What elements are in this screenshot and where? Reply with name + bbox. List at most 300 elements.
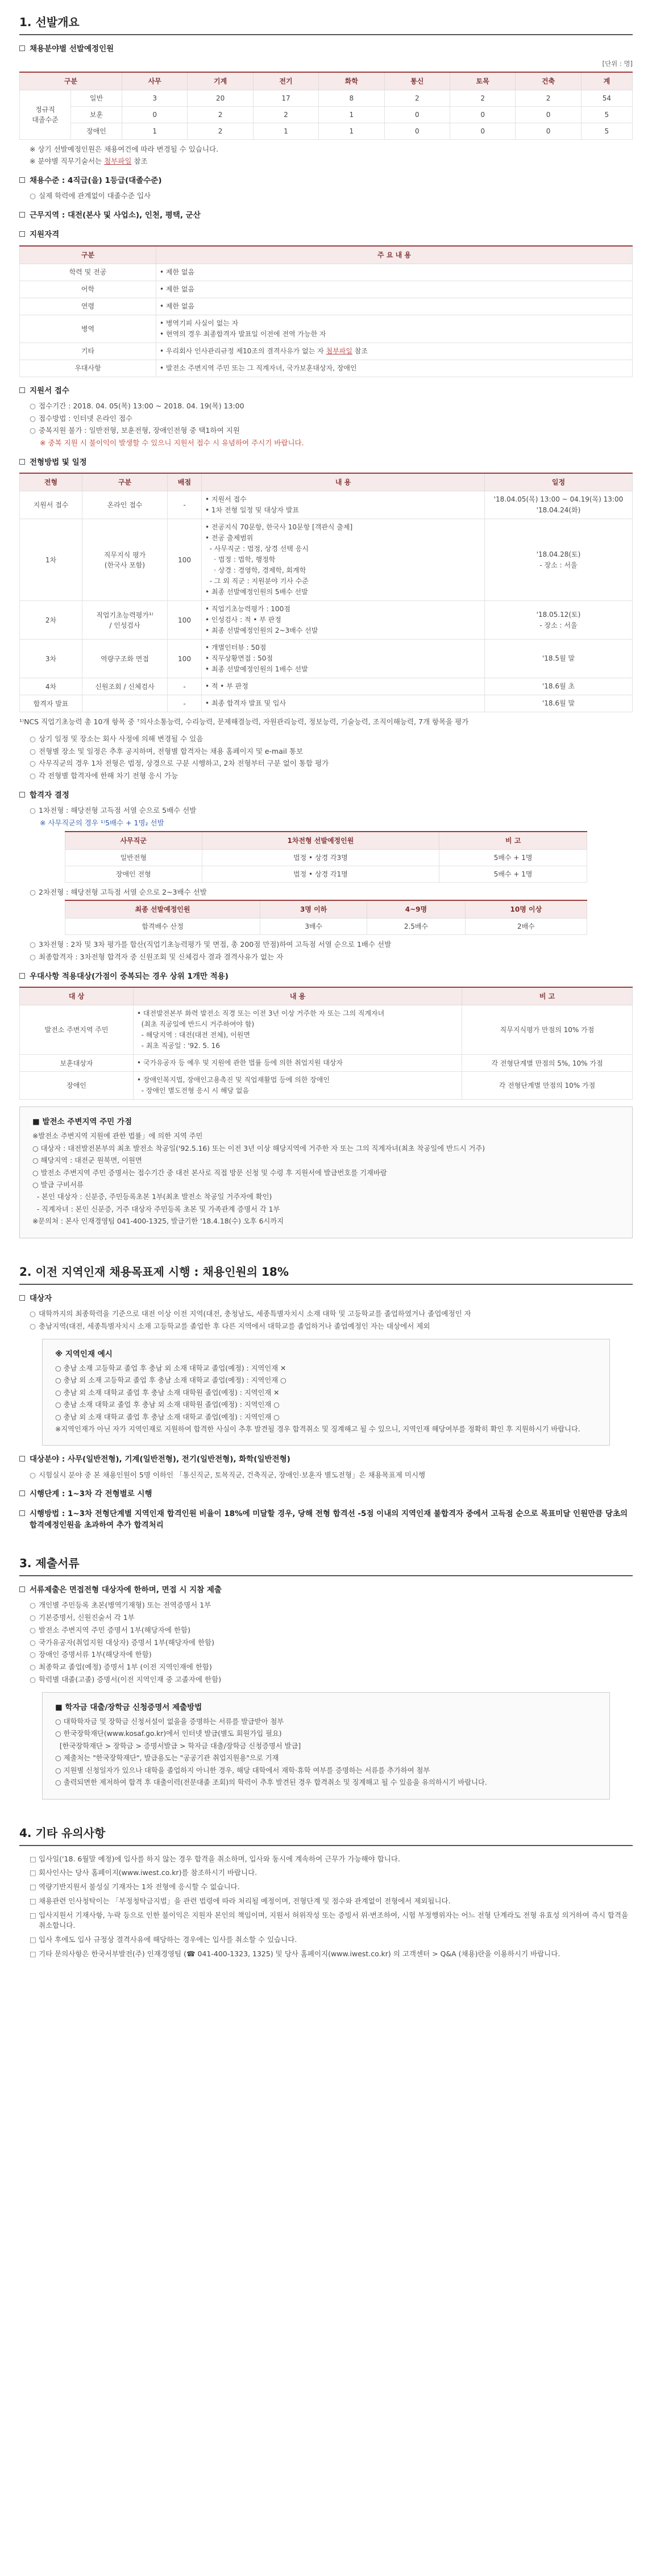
decision-third: ○ 3차전형 : 2차 및 3차 평가를 합산(직업기초능력평가 및 면접, 총 200점 만점)하여 고득점 서열 순으로 1배수 선발 — [30, 940, 392, 949]
plan-table — [19, 72, 633, 140]
notice-item — [30, 1868, 633, 1878]
pref-target: 장애인 — [20, 1072, 134, 1100]
table-row — [20, 360, 633, 377]
plan-cell: 17 — [253, 90, 318, 106]
pref-target: 발전소 주변지역 주민 — [20, 1005, 134, 1055]
decision-table-1 — [65, 831, 587, 883]
decision-second: ○ 2차전형 : 해당전형 고득점 서열 순으로 2~3배수 선발 — [30, 887, 207, 896]
plan-header: 계 — [581, 72, 632, 90]
decision-cell: 5배수 + 1명 — [439, 866, 587, 882]
circle-bullet-icon: ○ — [30, 1638, 36, 1647]
process-date — [485, 695, 633, 712]
box-line: [한국장학재단 > 장학금 > 증명서발급 > 학자금 대출/장학금 신청증명서 발급] — [55, 1742, 301, 1750]
docs-heading: 서류제출은 면접전형 대상자에 한하며, 면접 시 지참 제출 — [19, 1584, 633, 1596]
process-line: • 최종 선발예정인원의 2~3배수 선발 — [205, 627, 318, 634]
notice-item — [30, 1935, 633, 1945]
process-line: • 지원서 접수 — [205, 495, 247, 503]
box-line: ※발전소 주변지역 지원에 관한 법률」에 의한 지역 주민 — [32, 1132, 203, 1141]
pref-header-content: 내 용 — [134, 987, 462, 1005]
process-note — [30, 771, 633, 782]
table-row — [20, 640, 633, 678]
checkbox-square-icon — [19, 1295, 25, 1301]
pref-note: 직무지식평가 만점의 10% 가점 — [462, 1005, 633, 1055]
process-stage: 1차 — [20, 519, 82, 601]
process-date-line: - 장소 : 서울 — [539, 621, 578, 629]
plan-row-label: 일반 — [71, 90, 122, 106]
qual-line: • 발전소 주변지역 주민 또는 그 직계자녀, 국가보훈대상자, 장애인 — [160, 364, 357, 372]
document-item-text: 최종학교 졸업(예정) 증명서 1부 (이전 지역인재에 한함) — [39, 1663, 212, 1672]
table-row — [20, 123, 633, 139]
target-item: ○ 충남지역(대전, 세종특별자치시 소재 고등학교를 졸업한 후 다른 지역에서 대학교를 졸업하거나 졸업예정인 자는 대상에서 제외 — [30, 1321, 430, 1330]
process-content — [202, 601, 485, 640]
process-type: 온라인 접수 — [82, 491, 168, 519]
plan-unit: [단위 : 명] — [602, 60, 633, 68]
process-line: • 1차 전형 일정 및 대상자 발표 — [205, 506, 300, 514]
process-stage: 지원서 접수 — [20, 491, 82, 519]
decision-header: 10명 이상 — [465, 900, 587, 918]
process-line: • 전공 출제범위 — [205, 534, 254, 542]
plan-cell: 8 — [319, 90, 384, 106]
process-note — [30, 734, 633, 745]
document-item — [30, 1662, 633, 1673]
process-table — [19, 473, 633, 712]
process-header: 일정 — [485, 473, 633, 491]
process-line: • 직업기초능력평가 : 100점 — [205, 605, 290, 613]
table-row — [20, 343, 633, 360]
process-footnote: ¹⁾NCS 직업기초능력 총 10개 항목 중 ⁷의사소통능력, 수리능력, 문제해결능력, 자원관리능력, 정보능력, 기술능력, 조직이해능력, 7개 항목을 평가 — [19, 717, 469, 726]
table-row — [20, 695, 633, 712]
plan-cell: 1 — [122, 123, 188, 139]
process-note-text: 각 전형별 합격자에 한해 차기 전형 응시 가능 — [39, 771, 178, 780]
qual-category: 우대사항 — [20, 360, 156, 377]
box-line: ○ 충남 외 소재 대학교 졸업 후 충남 소재 대학원 졸업(예정) : 지역인재 ✕ — [55, 1388, 280, 1397]
notice-item-text: 채용관련 인사청탁이는 「부정청탁금지법」을 관련 법령에 따라 처리될 예정이며, 전형단계 및 점수와 관계없이 전형에서 제외됩니다. — [39, 1896, 451, 1905]
notice-item — [30, 1910, 633, 1932]
process-score: 100 — [168, 640, 202, 678]
process-date-line: '18.04.24(화) — [536, 506, 581, 514]
loan-certificate-title: ■ 학자금 대출/장학금 신청증명서 제출방법 — [55, 1702, 202, 1712]
process-header: 전형 — [20, 473, 82, 491]
table-row — [20, 106, 633, 123]
apply-item: ○ 접수기간 : 2018. 04. 05(목) 13:00 ~ 2018. 04. 19(목) 13:00 — [30, 401, 244, 410]
circle-bullet-icon: ○ — [30, 771, 36, 780]
plan-cell: 54 — [581, 90, 632, 106]
decision-cell: 법정 • 상경 각1명 — [202, 866, 439, 882]
qual-category: 기타 — [20, 343, 156, 360]
process-date — [485, 678, 633, 695]
table-row — [20, 90, 633, 106]
notice-item-text: 회사인사는 당사 홈페이지(www.iwest.co.kr)를 참조하시기 바랍니다. — [39, 1868, 258, 1877]
checkbox-square-icon — [19, 212, 25, 218]
plan-cell: 20 — [188, 90, 253, 106]
pref-line: • 대전발전본부 화력 발전소 직경 또는 이전 3년 이상 거주한 자 또는 그의 직계자녀 — [137, 1009, 385, 1017]
process-line: • 최종 선발예정인원의 1배수 선발 — [205, 665, 308, 673]
checkbox-square-icon — [19, 973, 25, 979]
location-heading: 근무지역 : 대전(본사 및 사업소), 인천, 평택, 군산 — [19, 210, 633, 221]
document-item-text: 기본증명서, 신원진술서 각 1부 — [39, 1613, 135, 1622]
table-row — [20, 298, 633, 315]
pref-line: • 국가유공자 등 예우 및 지원에 관한 법률 등에 의한 취업지원 대상자 — [137, 1059, 343, 1067]
process-line: • 인성검사 : 적 • 부 판정 — [205, 616, 281, 624]
plan-cell: 0 — [122, 106, 188, 123]
pref-heading: 우대사항 적용대상(가점이 중복되는 경우 상위 1개만 적용) — [19, 971, 633, 982]
plan-group-label: 정규직 대졸수준 — [20, 90, 71, 139]
plan-cell: 2 — [384, 90, 450, 106]
process-line: • 적 • 부 판정 — [205, 682, 248, 690]
table-row — [20, 678, 633, 695]
plan-cell: 5 — [581, 123, 632, 139]
table-row — [20, 281, 633, 298]
process-type: 신원조회 / 신체검사 — [82, 678, 168, 695]
box-line: ※지역인재가 아닌 자가 지역인재로 지원하여 합격한 사실이 추후 발견될 경우 합격취소 및 징계해고 될 수 있으니, 지역인재 해당여부를 정확히 확인 후 지원하시기 바랍니다. — [55, 1425, 580, 1433]
process-line: • 개별인터뷰 : 50점 — [205, 644, 267, 652]
box-line: ※문의처 : 본사 인재경영팀 041-400-1325, 발급기한 '18.4.18(수) 오후 6시까지 — [32, 1217, 284, 1226]
qual-category: 연령 — [20, 298, 156, 315]
document-item-text: 장애인 증명서류 1부(해당자에 한함) — [39, 1650, 152, 1659]
plan-cell: 0 — [516, 106, 581, 123]
decision-header: 비 고 — [439, 832, 587, 850]
local-talent-example-title: ※ 지역인재 예시 — [55, 1349, 113, 1359]
plan-cell: 2 — [450, 90, 515, 106]
table-row — [20, 1055, 633, 1072]
plan-cell: 0 — [516, 123, 581, 139]
decision-cell: 5배수 + 1명 — [439, 849, 587, 866]
checkbox-square-icon: □ — [30, 1868, 36, 1877]
box-line: ○ 출력되면한 제저하여 합격 후 대출이력(전문대졸 조회)의 학력이 추후 발견된 경우 합격취소 및 징계해고 될 수 있음을 유의하시기 바랍니다. — [55, 1778, 487, 1787]
box-line: ○ 한국장학재단(www.kosaf.go.kr)에서 인터넷 발급(별도 회원가입 필요) — [55, 1730, 282, 1738]
qual-content — [156, 360, 633, 377]
checkbox-square-icon — [19, 1456, 25, 1462]
process-score: 100 — [168, 519, 202, 601]
box-line: ○ 제출처는 "한국장학재단", 발급용도는 "공공기관 취업지원용"으로 기재 — [55, 1754, 279, 1763]
qual-line: • 우리회사 인사관리규정 제10조의 결격사유가 없는 자 첨부파일 참조 — [160, 346, 368, 355]
plan-cell: 2 — [253, 106, 318, 123]
pref-content — [134, 1005, 462, 1055]
notice-item-text: 역량기반지원서 불성실 기재자는 1차 전형에 응시할 수 없습니다. — [39, 1882, 240, 1891]
decision-header: 최종 선발예정인원 — [65, 900, 260, 918]
qual-header-category: 구분 — [20, 246, 156, 264]
box-line: - 본인 대상자 : 신분증, 주민등록초본 1부(최초 발전소 착공일 거주자에 확인) — [32, 1193, 272, 1201]
process-line: - 사무직군 : 법정, 상경 선택 응시 — [205, 545, 309, 553]
process-header: 배점 — [168, 473, 202, 491]
process-heading: 전형방법 및 일정 — [19, 457, 633, 468]
qual-tail: 참조 — [354, 346, 368, 355]
qual-content — [156, 264, 633, 281]
plan-cell: 2 — [188, 123, 253, 139]
plan-note-1: ※ 상기 선발예정인원은 채용여건에 따라 변경될 수 있습니다. — [30, 144, 219, 153]
process-date-line: '18.5월 말 — [542, 654, 575, 662]
plan-cell: 0 — [384, 123, 450, 139]
table-row — [65, 918, 587, 935]
process-line: • 직무상황면접 : 50점 — [205, 654, 273, 662]
process-content — [202, 519, 485, 601]
plan-cell: 1 — [319, 123, 384, 139]
document-item-text: 국가유공자(취업지원 대상자) 증명서 1부(해당자에 한함) — [39, 1638, 215, 1647]
qual-content — [156, 281, 633, 298]
decision-first-note: ※ 사무직군의 경우 ¹⁾5배수 + 1명₂ 선발 — [40, 818, 164, 827]
qual-header-content: 주 요 내 용 — [156, 246, 633, 264]
process-stage: 합격자 발표 — [20, 695, 82, 712]
circle-bullet-icon: ○ — [30, 1613, 36, 1622]
attachment-link[interactable]: 첨부파일 — [104, 157, 132, 166]
plan-cell: 1 — [319, 106, 384, 123]
plan-cell: 1 — [253, 123, 318, 139]
pref-content — [134, 1072, 462, 1100]
plan-header: 토목 — [450, 72, 515, 90]
qual-content — [156, 343, 633, 360]
circle-bullet-icon: ○ — [30, 1625, 36, 1634]
decision-cell: 법정 • 상경 각3명 — [202, 849, 439, 866]
process-line: · 법정 : 법학, 행정학 — [205, 556, 276, 563]
plan-note-2: ※ 분야별 직무기술서는 첨부파일 참조 — [30, 156, 633, 167]
checkbox-square-icon: □ — [30, 1854, 36, 1863]
process-score: - — [168, 695, 202, 712]
checkbox-square-icon — [19, 1510, 25, 1516]
process-date — [485, 491, 633, 519]
box-line: ○ 대학학자금 및 장학금 신청서설이 없을을 증명하는 서류를 발급받아 첨부 — [55, 1717, 284, 1726]
plan-header: 구분 — [20, 72, 122, 90]
plan-cell: 3 — [122, 90, 188, 106]
process-date-line: - 장소 : 서울 — [539, 561, 578, 569]
process-type: 직무지식 평가 (한국사 포함) — [82, 519, 168, 601]
method-heading: 시행방법 : 1~3차 전형단계별 지역인재 합격인원 비율이 18%에 미달할 경우, 당해 전형 합격선 -5점 이내의 지역인재 불합격자 중에서 고득점 순으로 목표미달 인원만큼 당초의 합격예정인원을 초과하여 추가 합격처리 — [19, 1508, 633, 1531]
circle-bullet-icon: ○ — [30, 1650, 36, 1659]
plan-cell: 5 — [581, 106, 632, 123]
process-line: - 그 외 직군 : 지원분야 기사 수준 — [205, 577, 309, 585]
process-line: · 상경 : 경영학, 경제학, 회계학 — [205, 566, 306, 574]
process-stage: 3차 — [20, 640, 82, 678]
plan-header: 기계 — [188, 72, 253, 90]
qual-line: • 병역기피 사실이 없는 자 — [160, 319, 239, 327]
document-item — [30, 1600, 633, 1611]
section-1-title: 1. 선발개요 — [19, 14, 633, 35]
document-item — [30, 1650, 633, 1660]
qual-category: 병역 — [20, 315, 156, 343]
plan-header: 화학 — [319, 72, 384, 90]
decision-cell: 합격배수 산정 — [65, 918, 260, 935]
pref-line: - 최초 직공일 : '92. 5. 16 — [137, 1042, 220, 1050]
notice-item-text: 입사 후에도 입사 규정상 결격사유에 해당하는 경우에는 입사를 취소할 수 있습니다. — [39, 1935, 297, 1944]
process-note — [30, 746, 633, 757]
decision-header: 3명 이하 — [260, 900, 367, 918]
qual-table — [19, 245, 633, 377]
process-stage: 2차 — [20, 601, 82, 640]
plant-resident-box-title: ■ 발전소 주변지역 주민 가점 — [32, 1117, 132, 1126]
process-note-text: 상기 일정 및 장소는 회사 사정에 의해 변경될 수 있음 — [39, 734, 204, 743]
apply-item: ○ 중복지원 불가 : 일반전형, 보훈전형, 장애인전형 중 택1하여 지원 — [30, 426, 240, 435]
process-date-line: '18.05.12(토) — [536, 610, 581, 619]
plan-header: 건축 — [516, 72, 581, 90]
process-date — [485, 601, 633, 640]
circle-bullet-icon: ○ — [30, 1663, 36, 1672]
table-row — [20, 264, 633, 281]
circle-bullet-icon: ○ — [30, 746, 36, 755]
checkbox-square-icon — [19, 1491, 25, 1496]
table-row — [65, 866, 587, 882]
circle-bullet-icon: ○ — [30, 759, 36, 768]
box-line: ○ 발전소 주변지역 주민 증명서는 접수기간 중 대전 본사로 직접 방문 신청 및 수령 후 지원서에 발급번호를 기재바람 — [32, 1168, 387, 1177]
document-item-text: 학력별 대졸(고졸) 증명서(이전 지역인재 중 고졸자에 한함) — [39, 1675, 222, 1684]
box-line: ○ 충남 외 소재 대학교 졸업 후 충남 소재 대학교 졸업(예정) : 지역인재 ○ — [55, 1413, 280, 1421]
target-heading: 대상자 — [19, 1293, 633, 1304]
pref-table — [19, 987, 633, 1100]
box-line: - 직계자녀 : 본인 신분증, 거주 대상자 주민등록 초본 및 가족관계 증명서 각 1부 — [32, 1205, 280, 1213]
fields-item: ○ 시험실시 분야 중 본 채용인원이 5명 이하인 「통신직군, 토목직군, 건축직군, 장애인·보훈자 별도전형」은 채용목표제 미시행 — [30, 1470, 426, 1479]
decision-heading: 합격자 결정 — [19, 790, 633, 801]
pref-line: • 장애인복지법, 장애인고용촉진 및 직업재활법 등에 의한 장애인 — [137, 1076, 330, 1084]
qual-category: 학력 및 전공 — [20, 264, 156, 281]
box-line: ○ 충남 소재 대학교 졸업 후 충남 외 소재 대학원 졸업(예정) : 지역인재 ○ — [55, 1401, 280, 1409]
pref-note: 각 전형단계별 만점의 5%, 10% 가점 — [462, 1055, 633, 1072]
table-row — [20, 519, 633, 601]
checkbox-square-icon: □ — [30, 1949, 36, 1958]
plan-cell: 0 — [384, 106, 450, 123]
process-type: 직업기초능력평가¹⁾ / 인성검사 — [82, 601, 168, 640]
process-date-line: '18.6월 초 — [542, 682, 575, 690]
process-header: 내 용 — [202, 473, 485, 491]
qual-content — [156, 298, 633, 315]
plan-cell: 2 — [188, 106, 253, 123]
decision-cell: 2배수 — [465, 918, 587, 935]
checkbox-square-icon: □ — [30, 1910, 36, 1919]
section-3-title: 3. 제출서류 — [19, 1555, 633, 1576]
qual-line: • 현역의 경우 최종합격자 발표일 이전에 전역 가능한 자 — [160, 329, 326, 338]
decision-header: 사무직군 — [65, 832, 202, 850]
process-note — [30, 758, 633, 769]
qual-content — [156, 315, 633, 343]
box-line: ○ 충남 소재 고등학교 졸업 후 충남 외 소재 대학교 졸업(예정) : 지역인재 ✕ — [55, 1364, 286, 1372]
pref-header-note: 비 고 — [462, 987, 633, 1005]
process-score: - — [168, 491, 202, 519]
notice-item-text: 입사지원서 기재사항, 누락 등으로 인한 불이익은 지원자 본인의 책임이며, 지원서 허위작성 또는 증빙서 위·변조하여, 시험 부정행위자는 어느 전형 단계라도 전형 유효성 의거하여 즉시 합격을 취소합니다. — [39, 1910, 629, 1930]
box-line: ○ 해당지역 : 대전군 원북면, 이원면 — [32, 1157, 142, 1165]
section-2-title: 2. 이전 지역인재 채용목표제 시행 : 채용인원의 18% — [19, 1263, 633, 1285]
document-item — [30, 1638, 633, 1648]
plan-row-label: 보훈 — [71, 106, 122, 123]
decision-cell: 장애인 전형 — [65, 866, 202, 882]
process-content — [202, 491, 485, 519]
pref-note: 각 전형단계별 만점의 10% 가점 — [462, 1072, 633, 1100]
plant-resident-box — [19, 1107, 633, 1238]
plan-row-label: 장애인 — [71, 123, 122, 139]
checkbox-square-icon — [19, 177, 25, 183]
plan-cell: 0 — [450, 106, 515, 123]
checkbox-square-icon — [19, 459, 25, 465]
process-content — [202, 640, 485, 678]
table-row — [20, 315, 633, 343]
circle-bullet-icon: ○ — [30, 1601, 36, 1610]
box-line: ○ 충남 외 소재 고등학교 졸업 후 충남 소재 대학교 졸업(예정) : 지역인재 ○ — [55, 1376, 286, 1385]
checkbox-square-icon: □ — [30, 1882, 36, 1891]
pref-line: - 해당지역 : 대전(대전 전체), 이원면 — [137, 1031, 250, 1039]
process-date-line: '18.04.05(목) 13:00 ~ 04.19(목) 13:00 — [493, 495, 624, 503]
checkbox-square-icon — [19, 387, 25, 393]
document-item — [30, 1625, 633, 1636]
checkbox-square-icon — [19, 231, 25, 237]
table-row — [20, 601, 633, 640]
pref-target: 보훈대상자 — [20, 1055, 134, 1072]
local-talent-example-box — [42, 1339, 610, 1446]
checkbox-square-icon — [19, 792, 25, 798]
table-row — [65, 849, 587, 866]
decision-header: 1차전형 선발예정인원 — [202, 832, 439, 850]
process-note-text: 전형별 장소 및 일정은 추후 공지하며, 전형별 합격자는 채용 홈페이지 및 e-mail 통보 — [39, 746, 303, 755]
notice-item — [30, 1882, 633, 1893]
box-line: ○ 지원별 신청일자가 있으나 대학을 졸업하지 아니한 경우, 해당 대학에서 재학·휴학 여부를 증명하는 서류를 추가하여 첨부 — [55, 1766, 430, 1775]
decision-final: ○ 최종합격자 : 3차전형 합격자 중 신원조회 및 신체검사 결과 결격사유가 없는 자 — [30, 953, 284, 961]
notice-item — [30, 1949, 633, 1960]
box-line: ○ 발급 구비서류 — [32, 1181, 84, 1189]
table-row — [20, 1005, 633, 1055]
notice-item — [30, 1854, 633, 1865]
process-score: 100 — [168, 601, 202, 640]
circle-bullet-icon: ○ — [30, 1675, 36, 1684]
plan-cell: 2 — [516, 90, 581, 106]
qual-heading: 지원자격 — [19, 229, 633, 240]
section-4-title: 4. 기타 유의사항 — [19, 1825, 633, 1846]
checkbox-square-icon: □ — [30, 1935, 36, 1944]
process-note-text: 사무직군의 경우 1차 전형은 법정, 상경으로 구분 시행하고, 2차 전형부터 구분 없이 통합 평가 — [39, 759, 329, 768]
decision-header: 4~9명 — [367, 900, 466, 918]
process-date-line: '18.6월 말 — [542, 699, 575, 707]
pref-header-target: 대 상 — [20, 987, 134, 1005]
plan-header: 통신 — [384, 72, 450, 90]
process-type — [82, 695, 168, 712]
decision-cell: 일반전형 — [65, 849, 202, 866]
process-line: • 최종 선발예정인원의 5배수 선발 — [205, 588, 308, 596]
checkbox-square-icon — [19, 1586, 25, 1592]
process-line: • 전공지식 70문항, 한국사 10문항 [객관식 출제] — [205, 523, 353, 531]
process-header: 구분 — [82, 473, 168, 491]
decision-cell: 3배수 — [260, 918, 367, 935]
notice-item — [30, 1896, 633, 1907]
qual-category: 어학 — [20, 281, 156, 298]
plan-cell: 0 — [450, 123, 515, 139]
decision-cell: 2.5배수 — [367, 918, 466, 935]
plan-header: 사무 — [122, 72, 188, 90]
notice-item-text: 기타 문의사항은 한국서부발전(주) 인재경영팀 (☎ 041-400-1323, 1325) 및 당사 홈페이지(www.iwest.co.kr) 의 고객센터 > Q&A (채용)란을 이용하시기 바랍니다. — [39, 1949, 560, 1958]
apply-warning: ※ 중복 지원 시 불이익이 발생할 수 있으니 지원서 접수 시 유념하여 주시기 바랍니다. — [40, 439, 304, 447]
pref-content — [134, 1055, 462, 1072]
qual-line: • 제한 없음 — [160, 302, 195, 310]
process-date — [485, 519, 633, 601]
apply-heading: 지원서 접수 — [19, 385, 633, 396]
target-item: ○ 대학까지의 최종학력을 기준으로 대전 이상 이전 지역(대전, 충청남도, 세종특별자치시 소재 대학 및 고등학교를 졸업하였거나 졸업예정인 자 — [30, 1309, 471, 1318]
pref-line: (최초 직공일에 반드시 거주하여야 함) — [137, 1020, 255, 1028]
process-date-line: '18.04.28(토) — [536, 550, 581, 558]
process-content — [202, 678, 485, 695]
table-row — [20, 491, 633, 519]
process-score: - — [168, 678, 202, 695]
document-item-text: 발전소 주변지역 주민 증명서 1부(해당자에 한함) — [39, 1625, 190, 1634]
level-heading: 채용수준 : 4직급(을) 1등급(대졸수준) — [19, 175, 633, 186]
process-stage: 4차 — [20, 678, 82, 695]
decision-table-2 — [65, 900, 587, 935]
plan-header: 전기 — [253, 72, 318, 90]
loan-certificate-box — [42, 1692, 610, 1800]
notice-item-text: 입사일('18. 6월말 예정)에 입사를 하지 않는 경우 합격을 취소하며, 입사와 동시에 계속하여 근무가 가능해야 합니다. — [39, 1854, 400, 1863]
process-content — [202, 695, 485, 712]
checkbox-square-icon — [19, 45, 25, 51]
document-item-text: 개인별 주민등록 초본(병역기재형) 또는 전역증명서 1부 — [39, 1601, 211, 1610]
qual-line: • 제한 없음 — [160, 285, 195, 293]
circle-bullet-icon: ○ — [30, 734, 36, 743]
attachment-link[interactable]: 첨부파일 — [326, 346, 352, 355]
process-type: 역량구조화 면접 — [82, 640, 168, 678]
stage-heading: 시행단계 : 1~3차 각 전형별로 시행 — [19, 1488, 633, 1500]
apply-item: ○ 접수방법 : 인터넷 온라인 접수 — [30, 414, 133, 423]
box-line: ○ 대상자 : 대전발전본부의 최초 발전소 착공일('92.5.16) 또는 이전 3년 이상 해당지역에 거주한 자 또는 그의 직계자녀(최초 착공일에 반드시 거주) — [32, 1144, 485, 1153]
